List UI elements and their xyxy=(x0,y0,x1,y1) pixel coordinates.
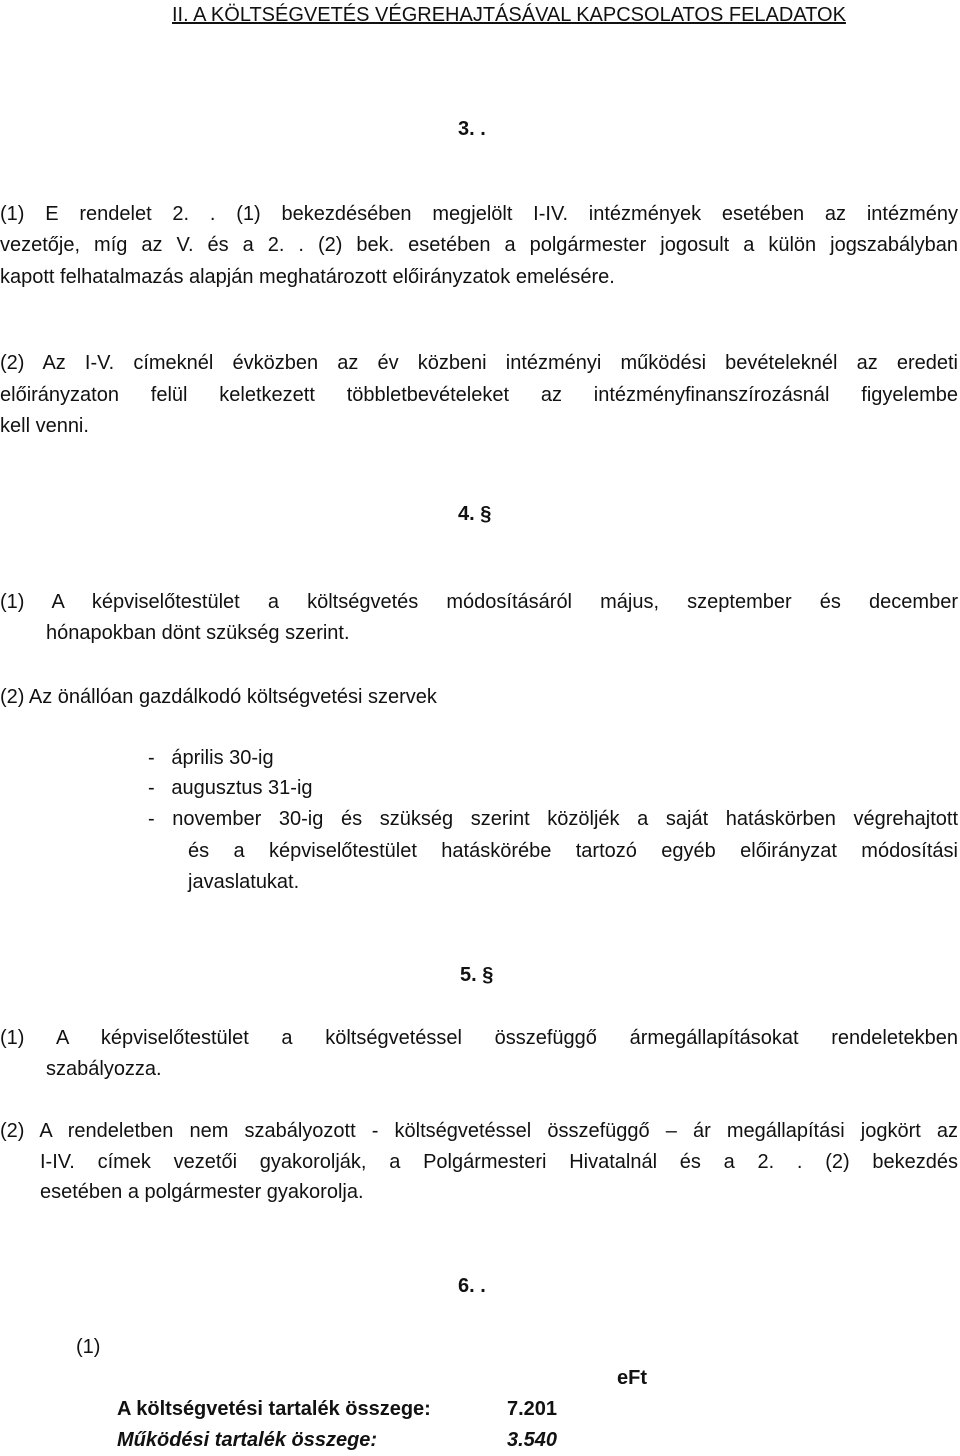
list-item: - április 30-ig xyxy=(148,747,274,769)
list-item-continuation: és a képviselőtestület hatáskörébe tartozó egyéb előirányzat módosítási xyxy=(188,840,958,862)
list-item: - augusztus 31-ig xyxy=(148,777,313,799)
paragraph-line: I-IV. címek vezetői gyakorolják, a Polgármesteri Hivatalnál és a 2. . (2) bekezdés xyxy=(40,1151,958,1173)
list-item: - november 30-ig és szükség szerint közöljék a saját hatáskörben végrehajtott xyxy=(148,808,958,830)
paragraph-line: (2) Az önállóan gazdálkodó költségvetési szervek xyxy=(0,686,437,708)
reserve-label-operating: Működési tartalék összege: xyxy=(117,1429,378,1451)
section-6-paragraph-label: (1) xyxy=(76,1336,101,1358)
paragraph-line: előirányzaton felül keletkezett többletbevételeket az intézményfinanszírozásnál figyelembe xyxy=(0,384,958,406)
reserve-value-budget: 7.201 xyxy=(507,1398,558,1420)
paragraph-line: esetében a polgármester gyakorolja. xyxy=(40,1181,364,1203)
paragraph-line: (1) A képviselőtestület a költségvetéssel összefüggő ármegállapításokat rendeletekben xyxy=(0,1027,958,1049)
paragraph-line: vezetője, míg az V. és a 2. . (2) bek. esetében a polgármester jogosult a külön jogszabályban xyxy=(0,234,958,256)
paragraph-line: kell venni. xyxy=(0,415,89,437)
section-3-heading: 3. . xyxy=(458,118,486,140)
section-6-heading: 6. . xyxy=(458,1275,486,1297)
paragraph-line: hónapokban dönt szükség szerint. xyxy=(46,622,350,644)
paragraph-line: (1) E rendelet 2. . (1) bekezdésében megjelölt I-IV. intézmények esetében az intézmény xyxy=(0,203,958,225)
paragraph-line: (1) A képviselőtestület a költségvetés módosításáról május, szeptember és december xyxy=(0,591,958,613)
reserve-label-budget: A költségvetési tartalék összege: xyxy=(117,1398,431,1420)
page-title: II. A KÖLTSÉGVETÉS VÉGREHAJTÁSÁVAL KAPCSOLATOS FELADATOK xyxy=(172,4,846,26)
paragraph-line: kapott felhatalmazás alapján meghatározott előirányzatok emelésére. xyxy=(0,266,615,288)
section-5-heading: 5. § xyxy=(460,964,494,986)
paragraph-line: (2) A rendeletben nem szabályozott - költségvetéssel összefüggő – ár megállapítási jogkört az xyxy=(0,1120,958,1142)
unit-label: eFt xyxy=(617,1367,647,1389)
list-item-continuation: javaslatukat. xyxy=(188,871,300,893)
paragraph-line: szabályozza. xyxy=(46,1058,162,1080)
paragraph-line: (2) Az I-V. címeknél évközben az év közbeni intézményi működési bevételeknél az eredeti xyxy=(0,352,958,374)
section-4-heading: 4. § xyxy=(458,503,492,525)
reserve-value-operating: 3.540 xyxy=(507,1429,558,1451)
